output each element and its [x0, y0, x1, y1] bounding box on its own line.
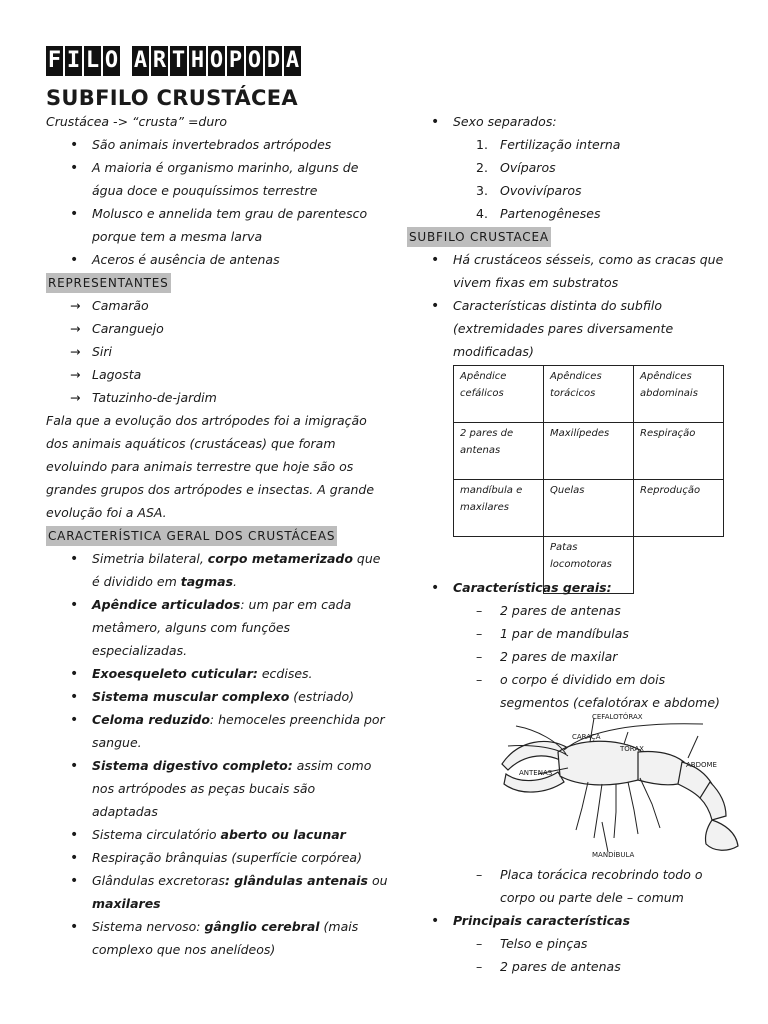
sexo-item: Partenogêneses	[500, 206, 601, 221]
principais-label: Principais características	[453, 913, 631, 928]
title-letter: H	[189, 46, 206, 76]
table-cell: Quelas	[544, 480, 634, 537]
table-cell: 2 pares de antenas	[454, 423, 544, 480]
page-title	[46, 46, 301, 76]
caracteristica-bold: gânglio cerebral	[204, 919, 320, 934]
table-cell: Apêndices abdominais	[634, 366, 724, 423]
subfilo-label: SUBFILO CRUSTACEA	[407, 227, 551, 247]
sexo-heading: • Sexo separados:	[453, 112, 557, 132]
title-letter: T	[170, 46, 187, 76]
caracteristica-item: • Apêndice articulados: um par em cada	[92, 595, 351, 615]
lobster-figure	[498, 712, 743, 862]
caracteristica-bold: maxilares	[92, 896, 161, 911]
evolucao-line: grandes grupos dos artrópodes e insectas. A grande	[46, 482, 375, 497]
table-cell: Apêndice cefálicos	[454, 366, 544, 423]
title-letter: O	[246, 46, 263, 76]
caracteristica-bold: tagmas	[180, 574, 234, 589]
table-row	[454, 366, 724, 423]
caracteristica-bold: Exoesqueleto cuticular:	[92, 666, 258, 681]
caracteristica-item-cont: complexo que nos anelídeos)	[92, 942, 276, 957]
title-letter: A	[284, 46, 301, 76]
arrow-icon: →	[70, 344, 81, 359]
caracteristica-bold: corpo metamerizado	[207, 551, 353, 566]
right-bullet: • Características distinta do subfilo	[453, 296, 662, 316]
caracteristica-item: • Sistema circulatório aberto ou lacunar	[92, 825, 346, 845]
caracteristica-item-cont: sangue.	[92, 735, 142, 750]
placa-line: Placa torácica recobrindo todo o	[500, 867, 703, 882]
right-bullet-cont: vivem fixas em substratos	[453, 275, 619, 290]
dash-icon: –	[476, 959, 483, 974]
fig-label-carapaca: CARAÇA	[572, 733, 601, 741]
caracteristica-bold: Apêndice articulados	[92, 597, 241, 612]
placa-line: corpo ou parte dele – comum	[500, 890, 684, 905]
subfilo-heading	[407, 227, 551, 247]
table-cell: mandíbula e maxilares	[454, 480, 544, 537]
dash-icon: –	[476, 603, 483, 618]
gerais-item: 2 pares de maxilar	[500, 649, 618, 664]
dash-icon: –	[476, 936, 483, 951]
title-letter: A	[132, 46, 149, 76]
gerais-item: segmentos (cefalotórax e abdome)	[500, 695, 720, 710]
caracteristica-item-cont: nos artrópodes as peças bucais são	[92, 781, 316, 796]
caracteristica-item: • Respiração brânquias (superfície corpórea)	[92, 848, 362, 868]
table-row	[454, 480, 724, 537]
caracteristica-bold: : glândulas antenais	[224, 873, 368, 888]
caracteristica-label: CARACTERÍSTICA GERAL DOS CRUSTÁCEAS	[46, 526, 337, 546]
caracteristica-item: • Sistema muscular complexo (estriado)	[92, 687, 354, 707]
title-letter	[122, 46, 130, 76]
arrow-icon: →	[70, 321, 81, 336]
left-bullet-cont: água doce e pouquíssimos terrestre	[92, 183, 318, 198]
sexo-item: Ovíparos	[500, 160, 556, 175]
gerais-heading	[453, 578, 612, 598]
fig-label-cefalotorax: CEFALOTÓRAX	[592, 713, 643, 721]
representantes-label: REPRESENTANTES	[46, 273, 171, 293]
table-cell: Apêndices torácicos	[544, 366, 634, 423]
caracteristica-item-cont: é dividido em tagmas.	[92, 574, 237, 589]
sexo-item: Ovovivíparos	[500, 183, 582, 198]
title-letter: D	[265, 46, 282, 76]
title-letter: I	[65, 46, 82, 76]
caracteristica-heading	[46, 526, 337, 546]
fig-label-torax: TÓRAX	[620, 745, 644, 753]
title-letter: O	[103, 46, 120, 76]
representante-item: Caranguejo	[92, 321, 164, 336]
caracteristica-item: • Sistema nervoso: gânglio cerebral (mais	[92, 917, 358, 937]
representante-item: Lagosta	[92, 367, 142, 382]
caracteristica-item: • Simetria bilateral, corpo metamerizado que	[92, 549, 380, 569]
gerais-item: 1 par de mandíbulas	[500, 626, 629, 641]
dash-icon: –	[476, 867, 483, 882]
left-bullet-cont: porque tem a mesma larva	[92, 229, 263, 244]
sexo-number: 2.	[476, 160, 488, 175]
caracteristica-item: • Celoma reduzido: hemoceles preenchida por	[92, 710, 385, 730]
sexo-item: Fertilização interna	[500, 137, 621, 152]
representante-item: Tatuzinho-de-jardim	[92, 390, 217, 405]
caracteristica-bold: Sistema muscular complexo	[92, 689, 290, 704]
appendices-table	[453, 365, 724, 594]
page-subtitle: SUBFILO CRUSTÁCEA	[46, 86, 298, 110]
arrow-icon: →	[70, 367, 81, 382]
caracteristica-bold: aberto ou lacunar	[220, 827, 346, 842]
caracteristica-item: • Exoesqueleto cuticular: ecdises.	[92, 664, 313, 684]
left-bullet: • São animais invertebrados artrópodes	[92, 135, 331, 155]
left-bullet: • A maioria é organismo marinho, alguns de	[92, 158, 358, 178]
caracteristica-item-cont	[92, 894, 161, 914]
title-letter: L	[84, 46, 101, 76]
evolucao-line: evolução foi a ASA.	[46, 505, 167, 520]
right-bullet-cont: modificadas)	[453, 344, 534, 359]
arrow-icon: →	[70, 298, 81, 313]
caracteristica-item-cont: metâmero, alguns com funções	[92, 620, 291, 635]
sexo-number: 1.	[476, 137, 488, 152]
principais-item: Telso e pinças	[500, 936, 588, 951]
fig-label-antenas: ANTENAS	[519, 769, 553, 777]
caracteristica-bold: Sistema digestivo completo:	[92, 758, 293, 773]
sexo-number: 4.	[476, 206, 488, 221]
evolucao-line: dos animais aquáticos (crustáceas) que foram	[46, 436, 336, 451]
sexo-number: 3.	[476, 183, 488, 198]
evolucao-line: Fala que a evolução dos artrópodes foi a imigração	[46, 413, 367, 428]
table-cell: Reprodução	[634, 480, 724, 537]
table-cell-empty	[634, 537, 724, 594]
representantes-heading	[46, 273, 171, 293]
caracteristica-item: • Glândulas excretoras: glândulas antenais ou	[92, 871, 388, 891]
left-bullet: • Molusco e annelida tem grau de parentesco	[92, 204, 367, 224]
principais-item: 2 pares de antenas	[500, 959, 621, 974]
table-cell: Respiração	[634, 423, 724, 480]
caracteristica-item: • Sistema digestivo completo: assim como	[92, 756, 371, 776]
caracteristica-bold: Celoma reduzido	[92, 712, 210, 727]
title-letter: P	[227, 46, 244, 76]
title-letter: R	[151, 46, 168, 76]
representante-item: Camarão	[92, 298, 149, 313]
left-bullet: • Aceros é ausência de antenas	[92, 250, 280, 270]
caracteristica-item-cont: adaptadas	[92, 804, 158, 819]
caracteristica-item-cont: especializadas.	[92, 643, 188, 658]
title-letter: F	[46, 46, 63, 76]
principais-heading	[453, 911, 630, 931]
table-cell: Patas locomotoras	[544, 537, 634, 594]
fig-label-mandibula: MANDÍBULA	[592, 851, 635, 859]
right-bullet: • Há crustáceos sésseis, como as cracas que	[453, 250, 723, 270]
title-letter: O	[208, 46, 225, 76]
gerais-item: o corpo é dividido em dois	[500, 672, 666, 687]
gerais-item: 2 pares de antenas	[500, 603, 621, 618]
fig-label-abdome: ABDOME	[686, 761, 717, 769]
right-bullet-cont: (extremidades pares diversamente	[453, 321, 674, 336]
intro-line: Crustácea -> “crusta” =duro	[46, 114, 228, 129]
dash-icon: –	[476, 672, 483, 687]
arrow-icon: →	[70, 390, 81, 405]
gerais-label: Características gerais:	[453, 580, 612, 595]
table-cell: Maxilípedes	[544, 423, 634, 480]
dash-icon: –	[476, 626, 483, 641]
evolucao-line: evoluindo para animais terrestre que hoje são os	[46, 459, 354, 474]
dash-icon: –	[476, 649, 483, 664]
table-row	[454, 423, 724, 480]
representante-item: Siri	[92, 344, 113, 359]
